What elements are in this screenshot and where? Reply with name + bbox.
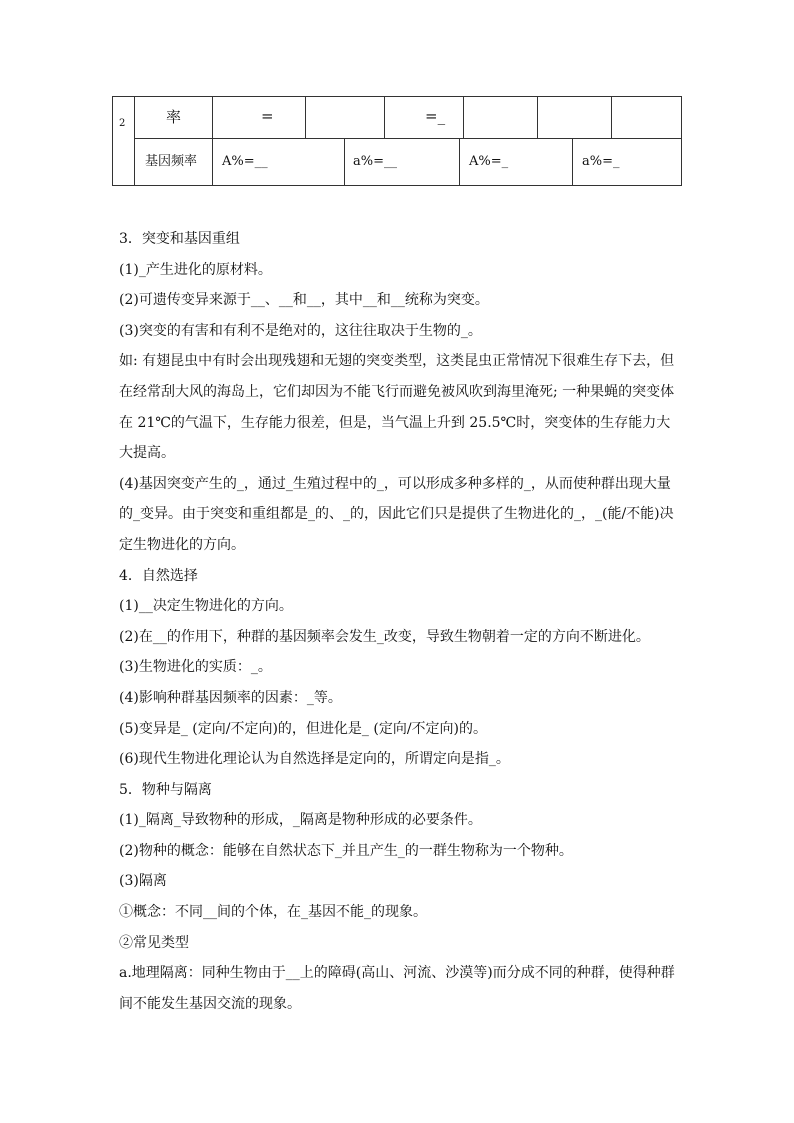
document-body	[119, 224, 679, 1019]
table-col-divider	[384, 96, 385, 138]
paragraph: (3)生物进化的实质：_。	[119, 659, 272, 676]
paragraph: (4)影响种群基因频率的因素：_等。	[119, 689, 342, 706]
paragraph: (1)__决定生物进化的方向。	[119, 598, 293, 615]
gene-frequency-table	[112, 96, 682, 186]
paragraph: (2)在__的作用下，种群的基因频率会发生_改变，导致生物朝着一定的方向不断进化。	[119, 628, 650, 645]
table-cell-allele-freq: a%=__	[353, 154, 397, 169]
table-row-label: 率	[166, 108, 182, 126]
table-col-divider	[459, 138, 460, 186]
paragraph: (2)可遗传变异来源于__、__和__，其中__和__统称为突变。	[119, 292, 489, 309]
table-cell-allele-freq: A%=__	[222, 154, 268, 169]
paragraph: ②常见类型	[119, 934, 189, 951]
table-col-divider	[212, 96, 213, 186]
paragraph: a.地理隔离：同种生物由于__上的障碍(高山、河流、沙漠等)而分成不同的种群，使得种群间不能发生基因交流的现象。	[119, 965, 675, 1012]
table-border-right	[681, 96, 682, 186]
paragraph: (1)_隔离_导致物种的形成，_隔离是物种形成的必要条件。	[119, 812, 482, 829]
paragraph: (5)变异是_ (定向/不定向)的，但进化是_ (定向/不定向)的。	[119, 720, 488, 737]
paragraph: (1)_产生进化的原材料。	[119, 261, 272, 278]
paragraph: ①概念：不同__间的个体，在_基因不能_的现象。	[119, 904, 427, 921]
paragraph: (4)基因突变产生的_，通过_生殖过程中的_，可以形成多种多样的_，从而使种群出现大量的_变异。由于突变和重组都是_的、_的，因此它们只是提供了生物进化的_，_(能/不能)决定生物进化的方向。	[119, 475, 674, 553]
table-cell-equals-blank: =_	[425, 107, 446, 125]
table-col-divider	[305, 96, 306, 138]
section-heading: 3．突变和基因重组	[119, 231, 240, 247]
table-border-bottom	[112, 185, 682, 186]
paragraph: (6)现代生物进化理论认为自然选择是定向的，所谓定向是指_。	[119, 751, 510, 768]
table-row-divider	[134, 138, 682, 139]
table-border-left	[112, 96, 113, 186]
paragraph: 如: 有翅昆虫中有时会出现残翅和无翅的突变类型，这类昆虫正常情况下很难生存下去，但在经常刮大风的海岛上，它们却因为不能飞行而避免被风吹到海里淹死; 一种果蝇的突变体在 21℃的气温下，生存能力很差，但是，当气温上升到 25.5℃时，突变体的生存能力大大提高。	[119, 353, 675, 462]
table-col-divider	[611, 96, 612, 138]
table-cell-allele-freq: a%=_	[582, 154, 620, 169]
table-col-divider	[572, 138, 573, 186]
table-border-top	[112, 96, 682, 97]
table-row-label: 基因频率	[145, 154, 198, 169]
paragraph: (2)物种的概念：能够在自然状态下_并且产生_的一群生物称为一个物种。	[119, 842, 573, 859]
paragraph: (3)突变的有害和有利不是绝对的，这往往取决于生物的_。	[119, 322, 482, 339]
table-cell-equals: =	[261, 107, 274, 125]
section-heading: 5．物种与隔离	[119, 781, 212, 798]
section-heading: 4．自然选择	[119, 567, 198, 584]
table-cell-allele-freq: A%=_	[469, 154, 509, 169]
table-col-divider	[134, 96, 135, 186]
paragraph: (3)隔离	[119, 873, 167, 890]
table-col-divider	[537, 96, 538, 138]
table-col-divider	[463, 96, 464, 138]
table-col-divider	[344, 138, 345, 186]
table-row-number: 2	[119, 118, 126, 129]
